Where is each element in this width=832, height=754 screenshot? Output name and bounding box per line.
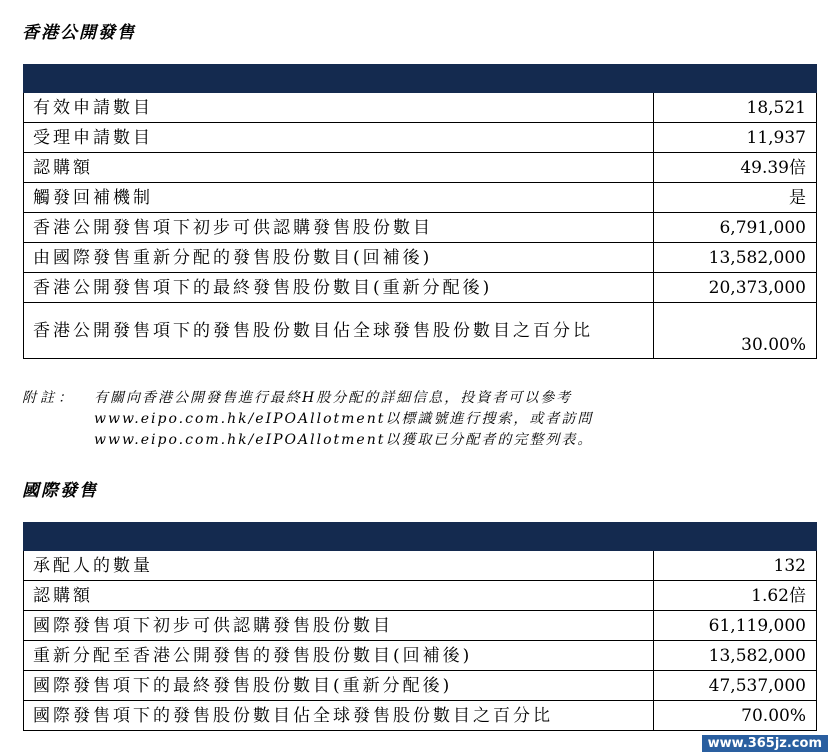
row-label: 國際發售項下的最終發售股份數目(重新分配後): [24, 671, 654, 701]
row-value: 11,937: [654, 123, 817, 153]
table-header-band: [24, 523, 817, 551]
table-row: [24, 671, 817, 701]
row-label: 由國際發售重新分配的發售股份數目(回補後): [24, 243, 654, 273]
row-value: 47,537,000: [654, 671, 817, 701]
row-label: 認購額: [24, 153, 654, 183]
row-value: 20,373,000: [654, 273, 817, 303]
row-value: 132: [654, 551, 817, 581]
table-row: [24, 551, 817, 581]
row-label: 受理申請數目: [24, 123, 654, 153]
site-watermark: www.365jz.com: [702, 735, 828, 752]
row-label: 觸發回補機制: [24, 183, 654, 213]
table-row: [24, 701, 817, 731]
table-row: [24, 153, 817, 183]
row-value: 70.00%: [654, 701, 817, 731]
table-row: [24, 611, 817, 641]
row-value: 6,791,000: [654, 213, 817, 243]
row-value: 61,119,000: [654, 611, 817, 641]
row-label: 認購額: [24, 581, 654, 611]
table-row: [24, 183, 817, 213]
table-row: [24, 641, 817, 671]
row-label: 國際發售項下初步可供認購發售股份數目: [24, 611, 654, 641]
row-label: 有效申請數目: [24, 93, 654, 123]
table-row: [24, 273, 817, 303]
footnote: [22, 388, 822, 451]
table-row: [24, 243, 817, 273]
footnote-text: 有關向香港公開發售進行最終H股分配的詳細信息，投資者可以參考www.eipo.com.hk/eIPOAllotment以標識號進行搜索，或者訪問www.eipo.com.hk/eIPOAllotment以獲取已分配者的完整列表。: [94, 390, 594, 448]
table-row: [24, 213, 817, 243]
table-row: [24, 123, 817, 153]
row-label: 國際發售項下的發售股份數目佔全球發售股份數目之百分比: [24, 701, 654, 731]
table-row: [24, 93, 817, 123]
row-value: 1.62倍: [654, 581, 817, 611]
intl-offer-table: [23, 522, 817, 731]
hk-offer-table: [23, 64, 817, 359]
row-value: 30.00%: [654, 303, 817, 359]
row-label: 香港公開發售項下的最終發售股份數目(重新分配後): [24, 273, 654, 303]
row-value: 13,582,000: [654, 243, 817, 273]
footnote-label: 附註：: [22, 390, 76, 406]
row-label: 香港公開發售項下的發售股份數目佔全球發售股份數目之百分比: [24, 303, 654, 359]
row-value: 是: [654, 183, 817, 213]
table-row: [24, 581, 817, 611]
intl-offer-title: 國際發售: [22, 481, 98, 501]
row-value: 49.39倍: [654, 153, 817, 183]
row-value: 13,582,000: [654, 641, 817, 671]
row-value: 18,521: [654, 93, 817, 123]
table-header-band: [24, 65, 817, 93]
table-row: [24, 303, 817, 359]
row-label: 香港公開發售項下初步可供認購發售股份數目: [24, 213, 654, 243]
row-label: 重新分配至香港公開發售的發售股份數目(回補後): [24, 641, 654, 671]
row-label: 承配人的數量: [24, 551, 654, 581]
hk-offer-title: 香港公開發售: [22, 23, 136, 43]
